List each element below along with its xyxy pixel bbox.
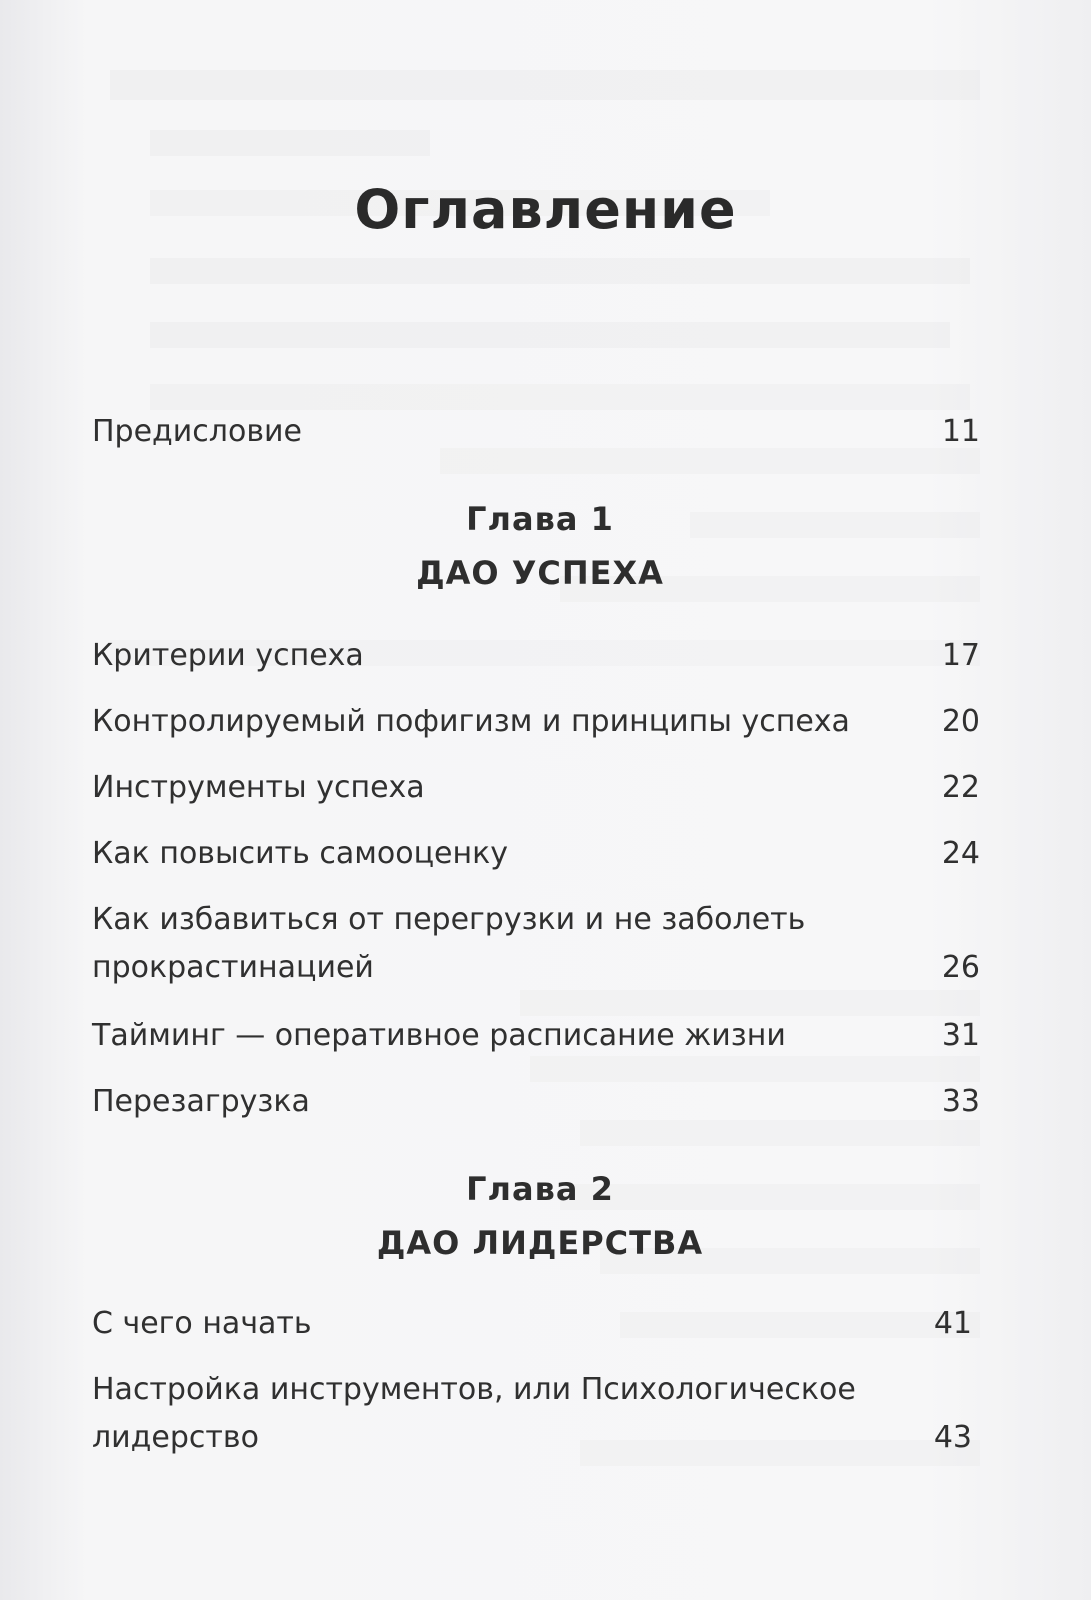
toc-entry[interactable] [92,1012,980,1060]
toc-entry-page: 33 [941,1084,980,1119]
toc-entry[interactable] [92,632,980,680]
toc-entry[interactable] [92,1366,972,1462]
toc-entry-page: 26 [941,950,980,985]
toc-entry[interactable] [92,1078,980,1126]
toc-entry-label: Контролируемый пофигизм и принципы успеха [92,704,850,739]
toc-entry-page: 41 [933,1306,972,1341]
toc-entry-label: С чего начать [92,1306,312,1341]
toc-entry[interactable] [92,896,980,992]
chapter-number: Глава 2 [466,1170,614,1208]
toc-entry[interactable] [92,698,980,746]
toc-entry[interactable] [92,1300,972,1348]
toc-entry[interactable] [92,764,980,812]
chapter-title: ДАО УСПЕХА [416,554,664,592]
toc-entry-preface[interactable] [92,408,980,456]
toc-entry-page: 24 [941,836,980,871]
toc-entry-label: Тайминг — оперативное расписание жизни [92,1018,786,1053]
toc-entry[interactable] [92,830,980,878]
toc-entry-page: 43 [933,1420,972,1455]
toc-entry-label: Инструменты успеха [92,770,425,805]
toc-entry-label: Критерии успеха [92,638,364,673]
toc-entry-page: 20 [941,704,980,739]
toc-entry-label: Перезагрузка [92,1084,310,1119]
toc-entry-page: 11 [941,414,980,449]
toc-entry-label: Настройка инструментов, или Психологическое лидерство [92,1372,856,1455]
chapter-title: ДАО ЛИДЕРСТВА [376,1224,704,1262]
toc-entry-page: 22 [941,770,980,805]
toc-entry-label: Как избавиться от перегрузки и не заболеть прокрастинацией [92,902,806,985]
toc-entry-page: 17 [941,638,980,673]
chapter-number: Глава 1 [466,500,614,538]
toc-entry-label: Предисловие [92,414,302,449]
page-title: Оглавление [354,178,737,241]
toc-entry-label: Как повысить самооценку [92,836,508,871]
toc-entry-page: 31 [941,1018,980,1053]
